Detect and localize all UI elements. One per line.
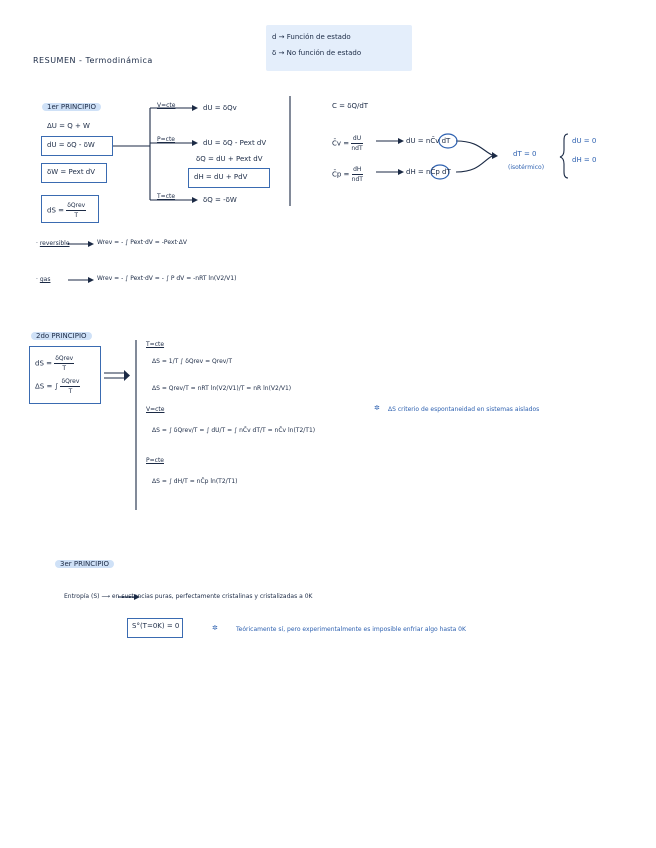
res-p1: dU = δQ - Pext dV <box>203 139 267 147</box>
legend-line-1: d → Función de estado <box>272 33 351 41</box>
dh-zero: dH = 0 <box>572 156 597 164</box>
p1-heading: 1er PRINCIPIO <box>42 103 101 111</box>
gas-label: · gas <box>36 276 51 283</box>
p1-eq-work: δW = Pext dV <box>47 168 96 176</box>
p2-p-cte: P=cte <box>146 457 164 464</box>
branch-p-cte: P=cte <box>157 136 175 143</box>
p3-heading: 3er PRINCIPIO <box>55 560 114 568</box>
res-p2: δQ = dU + Pext dV <box>196 155 263 163</box>
res-v: dU = δQv <box>203 104 237 112</box>
res-t: δQ = -δW <box>203 196 237 204</box>
p3-note-icon: ✲ <box>212 624 218 632</box>
p2-note: ΔS criterio de espontaneidad en sistemas aislados <box>388 406 540 413</box>
p1-eq-du: ΔU = Q + W <box>47 122 90 130</box>
p3-note: Teóricamente sí, pero experimentalmente es imposible enfriar algo hasta 0K <box>236 626 466 633</box>
p2-t-cte: T=cte <box>146 341 165 348</box>
rev-label: · reversible <box>36 240 70 247</box>
p2-eq-ds: dS = $\frac{\text{δQrev}}{T}$ <box>35 355 74 372</box>
p2-eq-int: ΔS = ∫ $\frac{\text{δQrev}}{T}$ <box>35 378 80 395</box>
p2-heading: 2do PRINCIPIO <box>31 332 92 340</box>
c-def: C = δQ/dT <box>332 102 369 110</box>
p1-eq-ds: dS = $\frac{\text{δQrev}}{T}$ <box>47 202 86 219</box>
du-zero: dU = 0 <box>572 137 597 145</box>
p1-eq-du-diff: dU = δQ - δW <box>47 141 95 149</box>
cv-result: dU = nC̄v dT <box>406 137 451 145</box>
p3-box-eq: S°(T=0K) = 0 <box>132 622 180 630</box>
gas-eq: Wrev = - ∫ Pext·dV = - ∫ P dV = -nRT ln(V2/V1) <box>97 275 237 282</box>
rev-eq: Wrev = - ∫ Pext·dV = -Pext·ΔV <box>97 239 187 246</box>
p2-v-eq: ΔS = ∫ δQrev/T = ∫ dU/T = ∫ nC̄v dT/T = nC̄v ln(T2/T1) <box>152 427 316 434</box>
page-title: RESUMEN - Termodinámica <box>33 56 153 65</box>
cv-def: C̄v = $\frac{dU}{\text{ndT}}$ <box>332 135 363 152</box>
p2-t-eq1: ΔS = 1/T ∫ δQrev = Qrev/T <box>152 358 232 365</box>
p2-note-icon: ✲ <box>374 404 380 412</box>
p2-v-cte: V=cte <box>146 406 165 413</box>
branch-t-cte: T=cte <box>157 193 176 200</box>
isothermic-label: (isotérmico) <box>508 164 545 171</box>
dt-zero: dT = 0 <box>513 150 537 158</box>
p2-p-eq: ΔS = ∫ dH/T = nC̄p ln(T2/T1) <box>152 478 238 485</box>
p3-statement: Entropía (S) ⟶ en sustancias puras, perfectamente cristalinas y cristalizadas a 0K <box>64 593 313 600</box>
branch-v-cte: V=cte <box>157 102 176 109</box>
cp-def: C̄p = $\frac{dH}{\text{ndT}}$ <box>332 166 363 183</box>
legend-line-2: δ → No función de estado <box>272 49 362 57</box>
res-p3: dH = dU + PdV <box>194 173 248 181</box>
p2-t-eq2: ΔS = Qrev/T = nRT ln(V2/V1)/T = nR ln(V2/V1) <box>152 385 292 392</box>
cp-result: dH = nC̄p dT <box>406 168 451 176</box>
